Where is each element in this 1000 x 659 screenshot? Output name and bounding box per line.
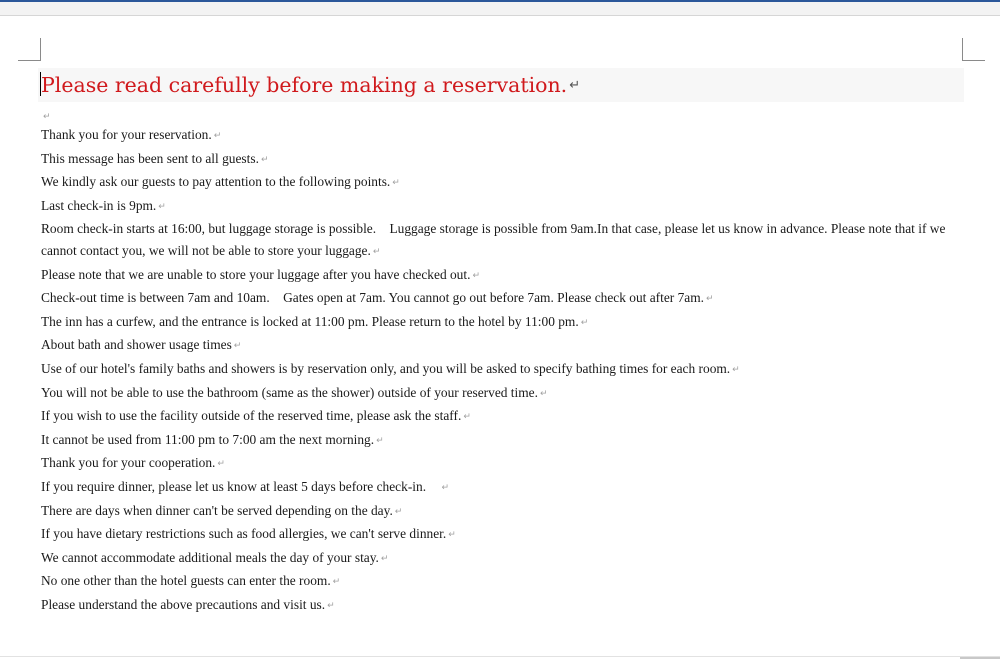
paragraph[interactable]: [41, 476, 971, 500]
page-bottom-divider: [0, 656, 1000, 657]
paragraph[interactable]: [41, 452, 971, 476]
paragraph-mark-icon: ↵: [372, 246, 381, 257]
paragraph-mark-icon: ↵: [394, 506, 403, 517]
paragraph[interactable]: [41, 358, 971, 382]
paragraph-text: This message has been sent to all guests.: [41, 150, 259, 166]
paragraph[interactable]: [41, 171, 971, 195]
paragraph-mark-icon: ↵: [260, 154, 269, 165]
document-heading[interactable]: [41, 68, 580, 102]
paragraph-mark-icon: ↵: [233, 341, 242, 352]
paragraph[interactable]: [41, 287, 971, 311]
paragraph-mark-icon: ↵: [569, 78, 581, 93]
paragraph[interactable]: [41, 547, 971, 571]
paragraph[interactable]: [41, 405, 971, 429]
paragraph-text: Thank you for your reservation.: [41, 127, 212, 142]
paragraph-mark-icon: ↵: [539, 388, 548, 399]
paragraph-mark-icon: ↵: [463, 412, 471, 423]
paragraph[interactable]: [41, 570, 971, 594]
paragraph-text: About bath and shower usage times: [41, 337, 232, 353]
paragraph-mark-icon: ↵: [392, 178, 400, 189]
paragraph-text: If you wish to use the facility outside of the reserved time, please ask the staff.: [41, 408, 462, 424]
paragraph[interactable]: [41, 195, 971, 219]
paragraph-text: Please understand the above precautions and visit us.: [41, 596, 326, 612]
paragraph-text: It cannot be used from 11:00 pm to 7:00 am the next morning.: [41, 431, 375, 447]
paragraph-text: Room check-in starts at 16:00, but luggage storage is possible. Luggage storage is possible from 9am.In that case, please let us know in advance. Please note that if we cannot contact you, we will not be able to store your luggage.: [41, 221, 946, 258]
paragraph-mark-icon: ↵: [441, 482, 449, 493]
paragraph[interactable]: [41, 311, 971, 335]
text-cursor: [40, 72, 41, 96]
paragraph-mark-icon: ↵: [376, 435, 384, 446]
document-body[interactable]: [41, 124, 971, 617]
empty-paragraph[interactable]: [41, 108, 51, 124]
paragraph[interactable]: [41, 148, 971, 172]
paragraph-text: We kindly ask our guests to pay attention to the following points.: [41, 174, 391, 190]
paragraph[interactable]: [41, 218, 971, 263]
paragraph[interactable]: [41, 382, 971, 406]
paragraph-mark-icon: ↵: [43, 112, 51, 122]
paragraph[interactable]: [41, 429, 971, 453]
paragraph-text: If you have dietary restrictions such as food allergies, we can't serve dinner.: [41, 526, 447, 542]
paragraph-text: Check-out time is between 7am and 10am. Gates open at 7am. You cannot go out before 7am. Please check out after 7am.: [41, 290, 705, 306]
paragraph[interactable]: [41, 500, 971, 524]
paragraph-text: Thank you for your cooperation.: [41, 455, 216, 471]
crop-mark-top-right: [962, 38, 985, 61]
crop-mark-top-left: [18, 38, 41, 61]
paragraph-text: Use of our hotel's family baths and showers is by reservation only, and you will be asked to specify bathing times for each room.: [41, 360, 731, 376]
paragraph-text: If you require dinner, please let us know at least 5 days before check-in.: [41, 478, 440, 494]
paragraph[interactable]: [41, 264, 971, 288]
paragraph-text: No one other than the hotel guests can enter the room.: [41, 573, 331, 589]
paragraph-mark-icon: ↵: [732, 364, 740, 375]
paragraph-mark-icon: ↵: [213, 131, 222, 141]
paragraph-mark-icon: ↵: [706, 294, 714, 305]
paragraph-text: We cannot accommodate additional meals the day of your stay.: [41, 549, 379, 565]
paragraph-mark-icon: ↵: [472, 270, 480, 281]
paragraph-text: You will not be able to use the bathroom (same as the shower) outside of your reserved time.: [41, 384, 538, 400]
paragraph-mark-icon: ↵: [448, 530, 456, 541]
ribbon-bottom-edge: [0, 0, 1000, 16]
paragraph-mark-icon: ↵: [332, 577, 341, 588]
paragraph-mark-icon: ↵: [580, 317, 589, 328]
document-page[interactable]: [0, 16, 1000, 659]
paragraph-mark-icon: ↵: [380, 553, 389, 564]
paragraph[interactable]: [41, 594, 971, 618]
paragraph[interactable]: [41, 124, 971, 148]
paragraph-mark-icon: ↵: [217, 459, 225, 470]
paragraph-text: Please note that we are unable to store your luggage after you have checked out.: [41, 266, 471, 282]
paragraph-mark-icon: ↵: [327, 600, 335, 611]
paragraph-text: The inn has a curfew, and the entrance is locked at 11:00 pm. Please return to the hotel by 11:00 pm.: [41, 313, 579, 329]
paragraph-text: Last check-in is 9pm.: [41, 197, 157, 213]
heading-text: Please read carefully before making a reservation.: [41, 73, 568, 97]
paragraph[interactable]: [41, 523, 971, 547]
paragraph-text: There are days when dinner can't be served depending on the day.: [41, 502, 393, 518]
paragraph[interactable]: [41, 334, 971, 358]
paragraph-mark-icon: ↵: [158, 201, 166, 212]
